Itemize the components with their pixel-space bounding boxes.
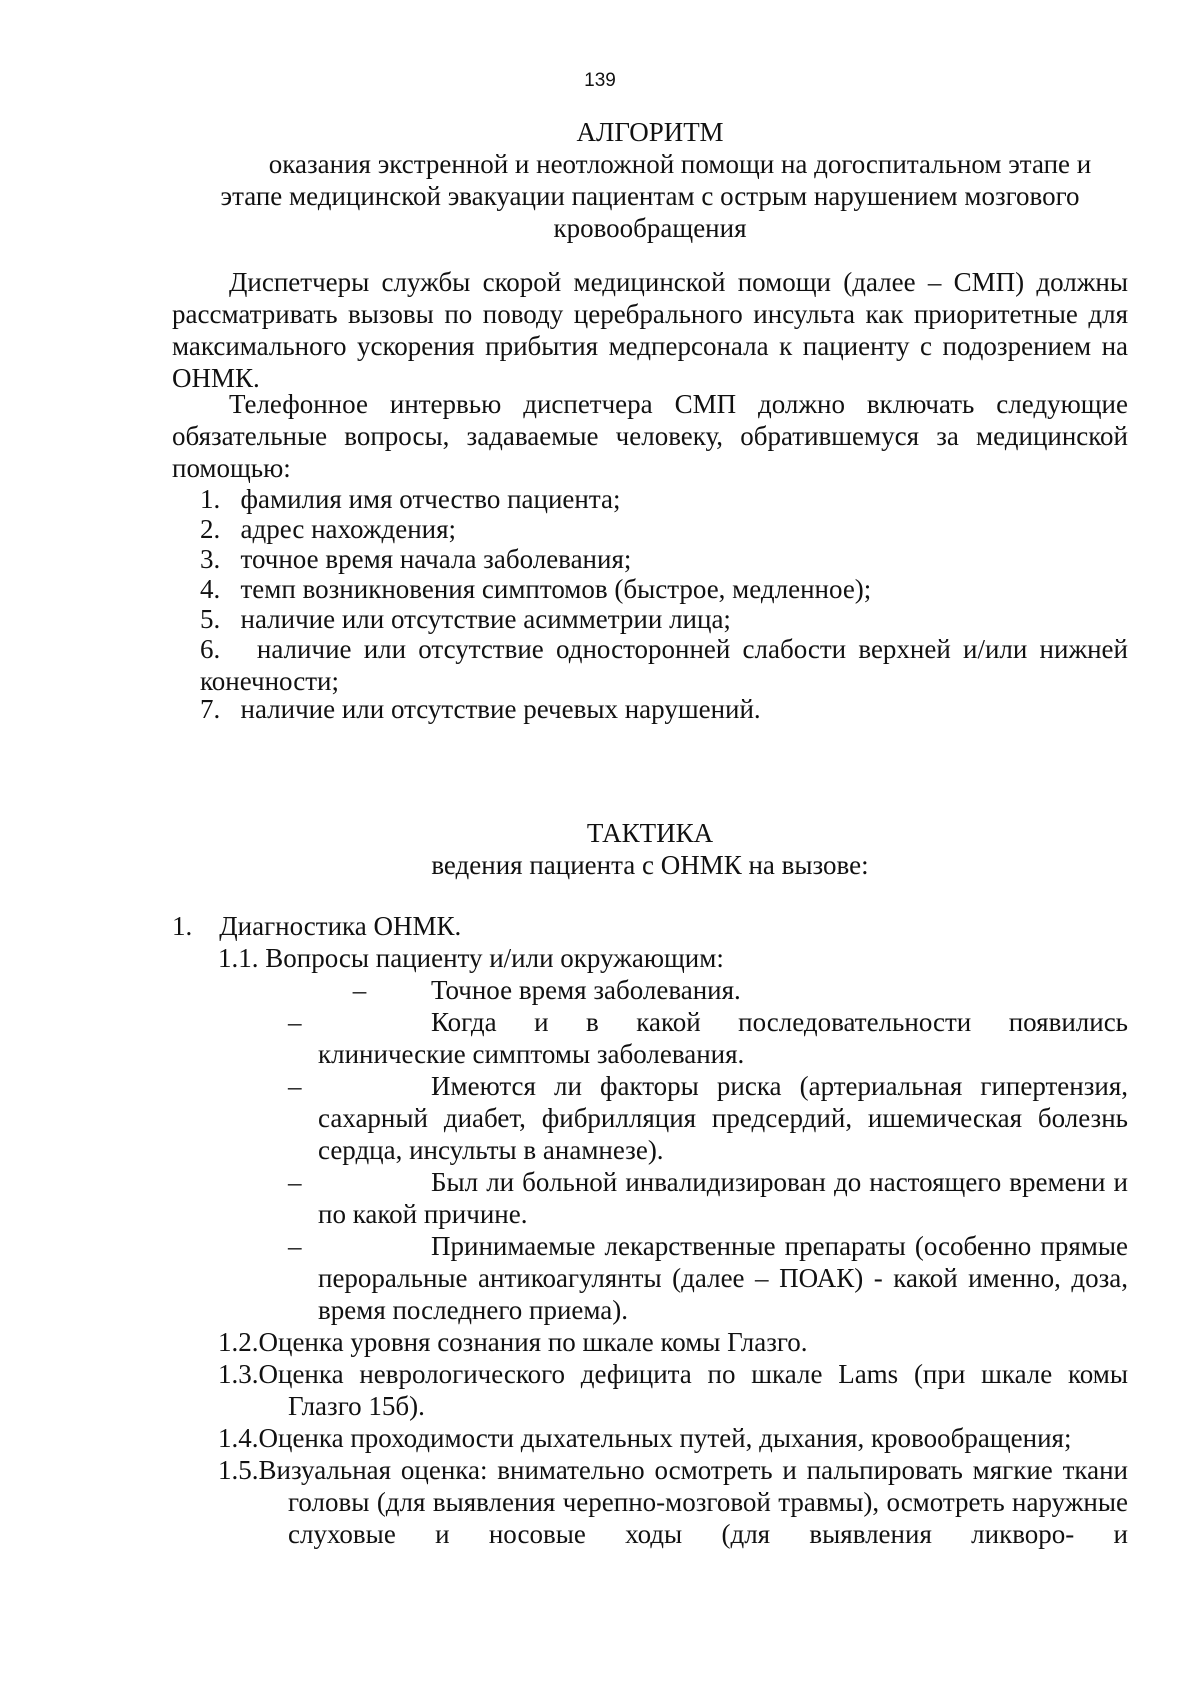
subsection-1-3: 1.3.Оценка неврологического дефицита по шкале Lams (при шкале комы Глазго 15б). bbox=[218, 1359, 1128, 1421]
title-line-2: этапе медицинской эвакуации пациентам с острым нарушением мозгового bbox=[220, 181, 1080, 211]
list-item: 5. наличие или отсутствие асимметрии лица; bbox=[200, 604, 731, 634]
list-item: 6. наличие или отсутствие односторонней слабости верхней и/или нижней конечности; bbox=[200, 634, 1128, 696]
dash-item: – Был ли больной инвалидизирован до настоящего времени и по какой причине. bbox=[288, 1167, 1128, 1229]
tactics-title bbox=[170, 817, 1130, 881]
subsection-1-5: 1.5.Визуальная оценка: внимательно осмотреть и пальпировать мягкие ткани головы (для выявления черепно-мозговой травмы), осмотреть наружные слуховые и носовые ходы (для выявления ликворо- и bbox=[218, 1455, 1128, 1549]
section-1-title: 1. Диагностика ОНМК. bbox=[172, 911, 462, 941]
list-item: 1. фамилия имя отчество пациента; bbox=[200, 484, 621, 514]
tactics-heading: ТАКТИКА bbox=[586, 818, 714, 848]
title-heading: АЛГОРИТМ bbox=[576, 117, 724, 147]
subsection-1-2: 1.2.Оценка уровня сознания по шкале комы Глазго. bbox=[218, 1327, 808, 1357]
list-item: 4. темп возникновения симптомов (быстрое, медленное); bbox=[200, 574, 872, 604]
dash-item: – Точное время заболевания. bbox=[352, 975, 741, 1005]
subsection-1-4: 1.4.Оценка проходимости дыхательных путей, дыхания, кровообращения; bbox=[218, 1423, 1072, 1453]
page-number: 139 bbox=[584, 70, 616, 91]
dash-item: – Принимаемые лекарственные препараты (особенно прямые пероральные антикоагулянты (далее – ПОАК) - какой именно, доза, время последнего приема). bbox=[288, 1231, 1128, 1325]
subsection-1-1: 1.1. Вопросы пациенту и/или окружающим: bbox=[218, 943, 724, 973]
title-line-3: кровообращения bbox=[553, 213, 747, 243]
list-item: 2. адрес нахождения; bbox=[200, 514, 457, 544]
dash-item: – Имеются ли факторы риска (артериальная гипертензия, сахарный диабет, фибрилляция предсердий, ишемическая болезнь сердца, инсульты в анамнезе). bbox=[288, 1071, 1128, 1165]
paragraph-dispatchers: Диспетчеры службы скорой медицинской помощи (далее – СМП) должны рассматривать вызовы по поводу церебрального инсульта как приоритетные для максимального ускорения прибытия медперсонала к пациенту с подозрением на ОНМК. bbox=[172, 267, 1128, 393]
tactics-subheading: ведения пациента с ОНМК на вызове: bbox=[431, 850, 869, 880]
dash-item: – Когда и в какой последовательности появились клинические симптомы заболевания. bbox=[288, 1007, 1128, 1069]
list-item: 3. точное время начала заболевания; bbox=[200, 544, 632, 574]
list-item: 7. наличие или отсутствие речевых нарушений. bbox=[200, 694, 761, 724]
paragraph-phone-interview: Телефонное интервью диспетчера СМП должно включать следующие обязательные вопросы, задаваемые человеку, обратившемуся за медицинской помощью: bbox=[172, 389, 1128, 483]
algorithm-title bbox=[170, 116, 1130, 244]
title-line-1: оказания экстренной и неотложной помощи на догоспитальном этапе и bbox=[268, 149, 1092, 179]
